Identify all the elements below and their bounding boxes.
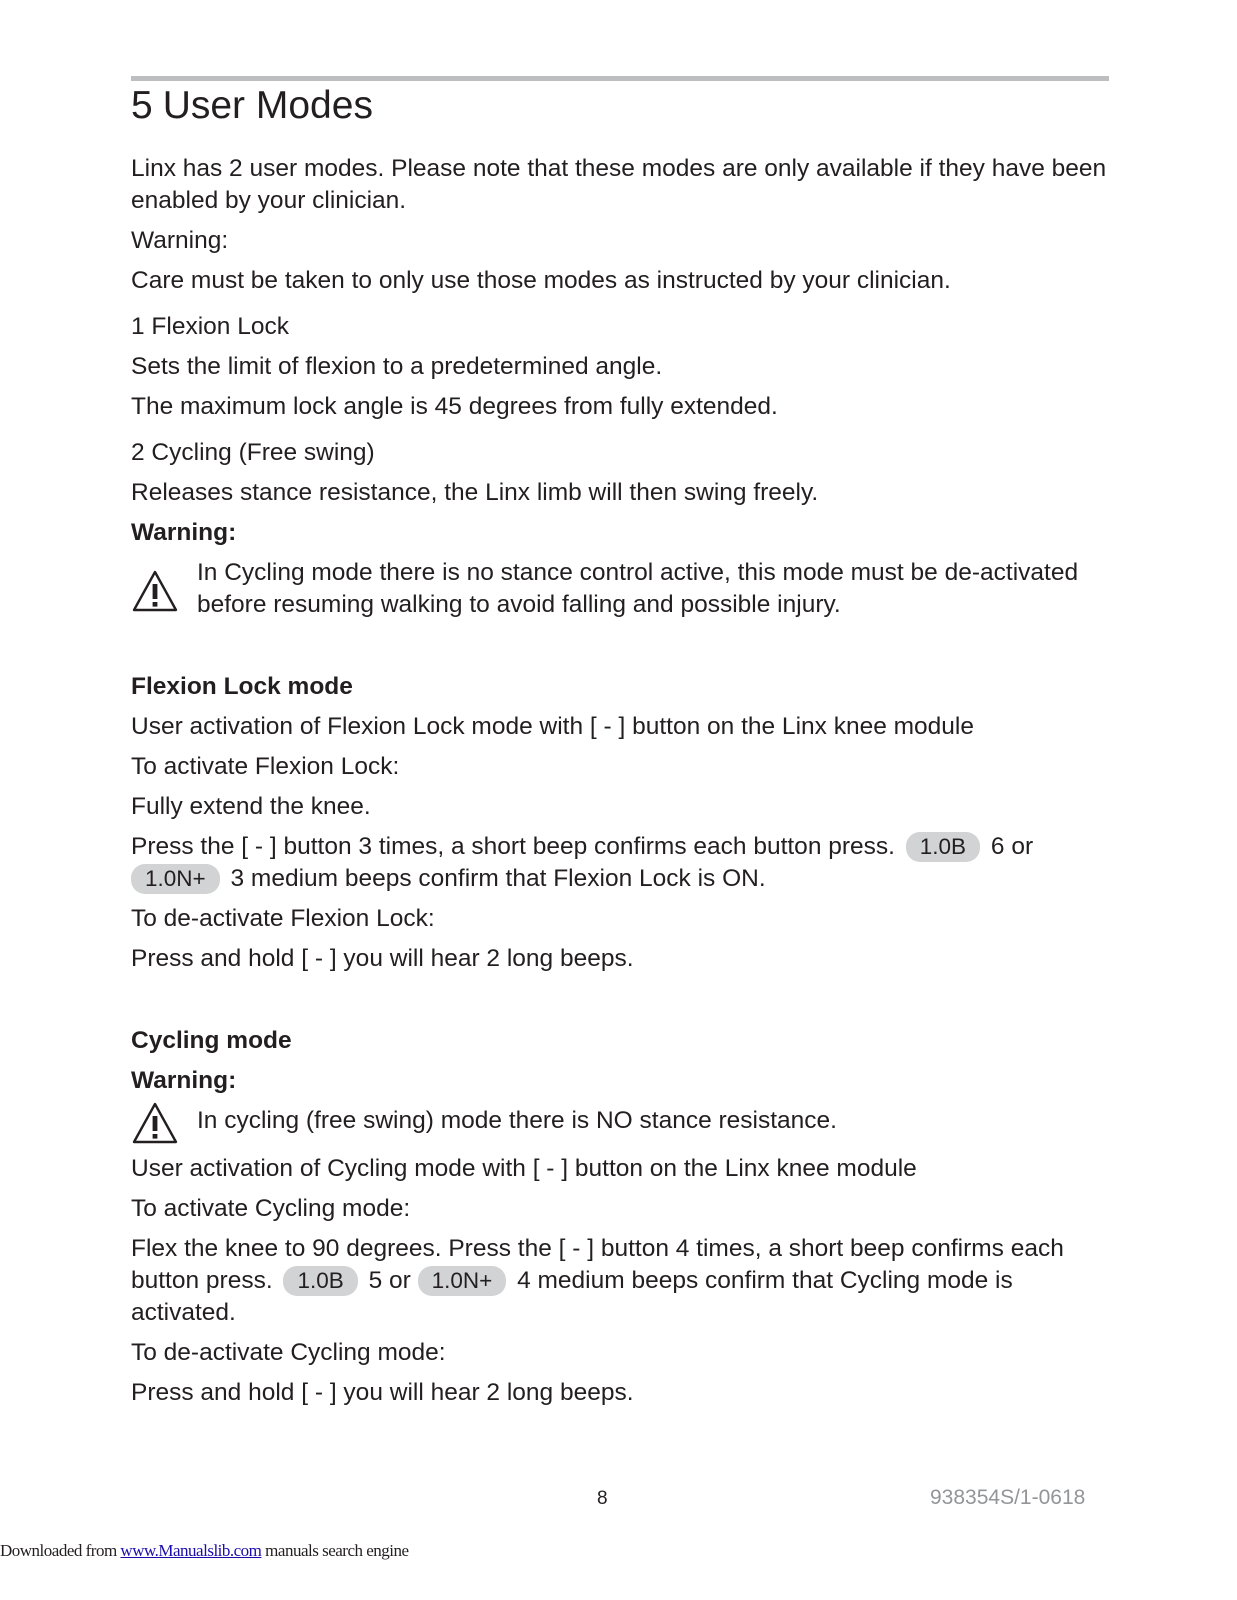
cycling-deactivate-text: Press and hold [ - ] you will hear 2 long beeps. (131, 1379, 634, 1406)
cycling-step-b: 5 or (368, 1267, 411, 1294)
document-number: 938354S/1-0618 (930, 1486, 1086, 1509)
chapter-number: 5 (131, 84, 153, 127)
download-suffix: manuals search engine (265, 1541, 409, 1560)
flexion-step1: Fully extend the knee. (131, 793, 371, 820)
flexion-step2 (131, 831, 1111, 895)
cycling-warning-text: In cycling (free swing) mode there is NO stance resistance. (197, 1107, 837, 1134)
mode-flexion-line1: Sets the limit of flexion to a predetermined angle. (131, 353, 663, 380)
cycling-activate-label: To activate Cycling mode: (131, 1195, 411, 1222)
mode-cycling-line1: Releases stance resistance, the Linx limb will then swing freely. (131, 479, 819, 506)
mode-cycling-warning-label: Warning: (131, 519, 237, 546)
intro-text: Linx has 2 user modes. Please note that these modes are only available if they have been enabled by your clinician. (131, 155, 1107, 214)
cycling-deactivate-label: To de-activate Cycling mode: (131, 1339, 446, 1366)
flexion-activation: User activation of Flexion Lock mode with [ - ] button on the Linx knee module (131, 713, 974, 740)
intro-warning-text: Care must be taken to only use those modes as instructed by your clinician. (131, 267, 951, 294)
cycling-warning (131, 1105, 1111, 1145)
mode-cycling-warning (131, 557, 1111, 621)
flexion-deactivate-text: Press and hold [ - ] you will hear 2 long beeps. (131, 945, 634, 972)
flexion-section-heading: Flexion Lock mode (131, 673, 353, 700)
download-prefix: Downloaded from (0, 1541, 117, 1560)
warning-triangle-icon (131, 1101, 179, 1145)
version-badge-b: 1.0B (906, 832, 980, 862)
page-content (131, 153, 1111, 1417)
flexion-activate-label: To activate Flexion Lock: (131, 753, 400, 780)
cycling-step (131, 1233, 1111, 1329)
mode-cycling-warning-text: In Cycling mode there is no stance control active, this mode must be de-activated before resuming walking to avoid falling and possible injury. (197, 559, 1079, 618)
flexion-step2-a: Press the [ - ] button 3 times, a short beep confirms each button press. (131, 833, 895, 860)
warning-triangle-icon (131, 569, 179, 613)
intro-warning-label: Warning: (131, 227, 229, 254)
cycling-warning-label: Warning: (131, 1067, 237, 1094)
version-badge-b: 1.0B (283, 1266, 357, 1296)
mode-cycling-heading: 2 Cycling (Free swing) (131, 439, 375, 466)
download-footer (0, 1541, 409, 1561)
cycling-step-c: 4 medium beeps confirm that Cycling mode is activated. (131, 1267, 1013, 1326)
version-badge-n: 1.0N+ (418, 1266, 507, 1296)
mode-flexion-line2: The maximum lock angle is 45 degrees from fully extended. (131, 393, 778, 420)
version-badge-n: 1.0N+ (131, 864, 220, 894)
header-rule (131, 76, 1109, 81)
flexion-deactivate-label: To de-activate Flexion Lock: (131, 905, 435, 932)
cycling-step-a: Flex the knee to 90 degrees. Press the [ - ] button 4 times, a short beep confirms each button press. (131, 1235, 1064, 1294)
chapter-title: User Modes (162, 84, 373, 127)
mode-flexion-heading: 1 Flexion Lock (131, 313, 289, 340)
page-title (131, 82, 373, 130)
page-number: 8 (597, 1488, 608, 1509)
flexion-step2-c: 3 medium beeps confirm that Flexion Lock is ON. (230, 865, 766, 892)
manualslib-link[interactable]: www.Manualslib.com (120, 1541, 262, 1560)
flexion-step2-b: 6 or (990, 833, 1034, 860)
cycling-activation: User activation of Cycling mode with [ - ] button on the Linx knee module (131, 1155, 917, 1182)
cycling-section-heading: Cycling mode (131, 1027, 292, 1054)
